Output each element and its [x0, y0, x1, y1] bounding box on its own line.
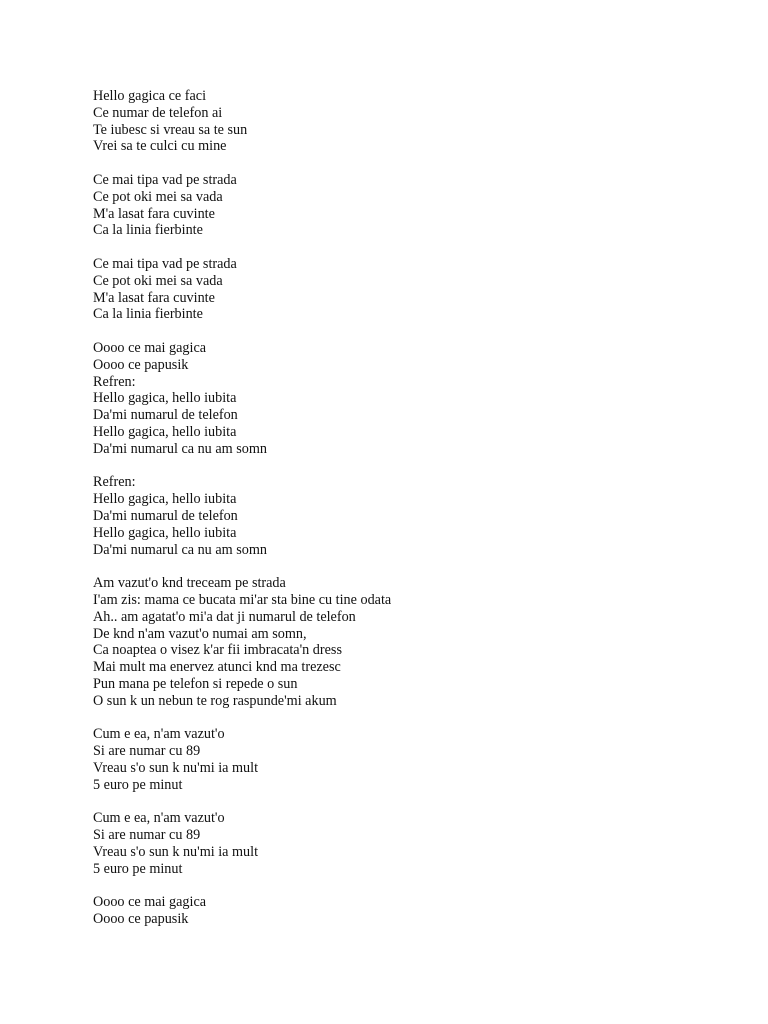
lyric-line: Da'mi numarul ca nu am somn: [93, 440, 267, 457]
lyric-line: Hello gagica, hello iubita: [93, 423, 237, 440]
lyric-line: Am vazut'o knd treceam pe strada: [93, 575, 286, 592]
lyric-line: M'a lasat fara cuvinte: [93, 205, 215, 222]
lyric-line: 5 euro pe minut: [93, 860, 183, 877]
lyric-line: Ce mai tipa vad pe strada: [93, 171, 237, 188]
lyric-line: Te iubesc si vreau sa te sun: [93, 121, 248, 138]
lyric-line: O sun k un nebun te rog raspunde'mi akum: [93, 692, 337, 709]
stanza: [93, 726, 733, 793]
lyric-line: Da'mi numarul ca nu am somn: [93, 541, 267, 558]
lyric-line: Mai mult ma enervez atunci knd ma trezesc: [93, 659, 341, 676]
lyric-line: Ce pot oki mei sa vada: [93, 188, 223, 205]
lyric-line: Ah.. am agatat'o mi'a dat ji numarul de telefon: [93, 608, 356, 625]
stanza: [93, 474, 733, 558]
lyric-line: M'a lasat fara cuvinte: [93, 289, 215, 306]
lyric-line: Refren:: [93, 474, 136, 491]
lyric-line: Da'mi numarul de telefon: [93, 407, 238, 424]
lyric-line: 5 euro pe minut: [93, 776, 183, 793]
lyric-line: Cum e ea, n'am vazut'o: [93, 726, 225, 743]
lyrics-body: [93, 88, 733, 945]
lyric-line: Cum e ea, n'am vazut'o: [93, 810, 225, 827]
lyric-line: Ca noaptea o visez k'ar fii imbracata'n dress: [93, 642, 342, 659]
lyric-line: Pun mana pe telefon si repede o sun: [93, 675, 298, 692]
lyric-line: Vreau s'o sun k nu'mi ia mult: [93, 843, 259, 860]
stanza: [93, 894, 733, 928]
stanza: [93, 256, 733, 323]
stanza: [93, 340, 733, 458]
lyric-line: Oooo ce papusik: [93, 911, 189, 928]
stanza: [93, 575, 733, 709]
lyric-line: Ce numar de telefon ai: [93, 104, 223, 121]
lyric-line: Si are numar cu 89: [93, 743, 201, 760]
lyric-line: I'am zis: mama ce bucata mi'ar sta bine cu tine odata: [93, 591, 392, 608]
lyric-line: Oooo ce mai gagica: [93, 894, 207, 911]
stanza: [93, 172, 733, 239]
lyric-line: Hello gagica, hello iubita: [93, 524, 237, 541]
lyric-line: Oooo ce mai gagica: [93, 339, 207, 356]
lyric-line: Oooo ce papusik: [93, 356, 189, 373]
lyric-line: Ca la linia fierbinte: [93, 222, 203, 239]
lyric-line: Ca la linia fierbinte: [93, 306, 203, 323]
lyric-line: Ce mai tipa vad pe strada: [93, 255, 237, 272]
lyric-line: Refren:: [93, 373, 136, 390]
lyric-line: Hello gagica, hello iubita: [93, 491, 237, 508]
stanza: [93, 810, 733, 877]
lyric-line: Vrei sa te culci cu mine: [93, 138, 227, 155]
lyric-line: Si are numar cu 89: [93, 827, 201, 844]
lyric-line: De knd n'am vazut'o numai am somn,: [93, 625, 307, 642]
stanza: [93, 88, 733, 155]
lyric-line: Hello gagica, hello iubita: [93, 390, 237, 407]
lyric-line: Ce pot oki mei sa vada: [93, 272, 223, 289]
lyric-line: Vreau s'o sun k nu'mi ia mult: [93, 759, 259, 776]
lyric-line: Da'mi numarul de telefon: [93, 507, 238, 524]
lyric-line: Hello gagica ce faci: [93, 88, 207, 104]
